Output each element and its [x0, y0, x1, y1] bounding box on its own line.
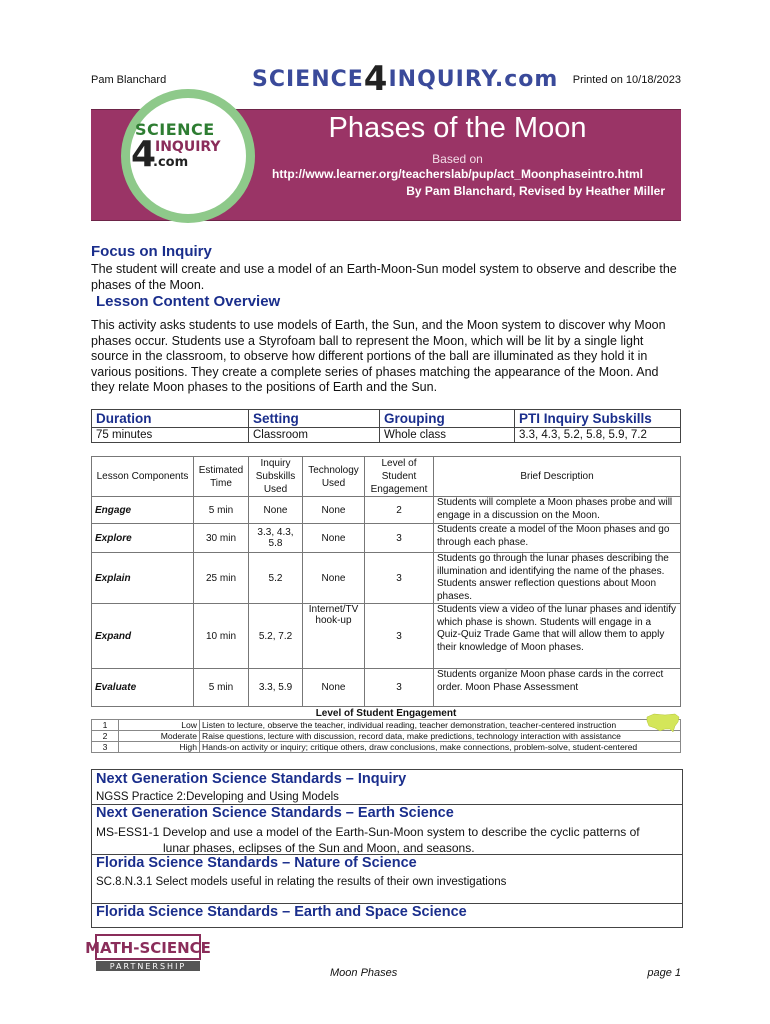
col-header-time: Estimated Time — [194, 457, 249, 497]
logo-bottom-text: PARTNERSHIP — [109, 962, 187, 971]
table-header-row — [92, 457, 681, 497]
table-row — [92, 524, 681, 553]
engagement-num: 1 — [92, 720, 119, 731]
description-cell: Students go through the lunar phases describing the illumination and identifying the name of the phases. Students answer reflection questions about Moon phases. — [434, 553, 681, 604]
subskills-value: 3.3, 4.3, 5.2, 5.8, 5.9, 7.2 — [515, 428, 681, 443]
col-header-engagement: Level of Student Engagement — [365, 457, 434, 497]
info-header-row — [92, 410, 681, 428]
level-cell: 2 — [365, 497, 434, 524]
tech-cell: None — [303, 524, 365, 553]
science4inquiry-logo[interactable] — [252, 55, 559, 99]
description-cell: Students organize Moon phase cards in the correct order. Moon Phase Assessment — [434, 669, 681, 707]
subskills-cell: 3.3, 5.9 — [249, 669, 303, 707]
overview-heading: Lesson Content Overview — [96, 293, 281, 310]
banner-logo-inquiry: INQUIRY — [155, 139, 221, 155]
description-cell: Students create a model of the Moon phases and go through each phase. — [434, 524, 681, 553]
fl-nature-text: SC.8.N.3.1 Select models useful in relating the results of their own investigations — [96, 876, 507, 888]
footer-page-number: page 1 — [647, 967, 681, 979]
component-cell: Engage — [92, 497, 194, 524]
component-cell: Explain — [92, 553, 194, 604]
ngss-earth-text-1: MS-ESS1-1 Develop and use a model of the Earth-Sun-Moon system to describe the cyclic patterns of — [96, 825, 640, 839]
level-cell: 3 — [365, 553, 434, 604]
footer-doc-name: Moon Phases — [330, 967, 398, 979]
level-cell: 3 — [365, 524, 434, 553]
math-science-partnership-logo — [85, 935, 211, 971]
tech-cell: None — [303, 497, 365, 524]
fl-earth-heading: Florida Science Standards – Earth and Space Science — [96, 904, 467, 920]
engagement-title: Level of Student Engagement — [315, 708, 457, 719]
subskills-cell: 5.2 — [249, 553, 303, 604]
engagement-table — [91, 719, 681, 753]
source-url-link[interactable]: http://www.learner.org/teacherslab/pup/act_Moonphaseintro.html — [272, 167, 643, 181]
component-cell: Evaluate — [92, 669, 194, 707]
engagement-num: 3 — [92, 742, 119, 753]
printed-date: Printed on 10/18/2023 — [572, 74, 681, 86]
subskills-cell: 5.2, 7.2 — [249, 604, 303, 669]
tech-cell: Internet/TV hook-up — [303, 604, 365, 669]
grouping-value: Whole class — [380, 428, 515, 443]
tech-cell: None — [303, 553, 365, 604]
standards-divider — [91, 927, 682, 928]
component-cell: Expand — [92, 604, 194, 669]
logo-four-text: 4 — [363, 59, 389, 99]
engagement-desc: Listen to lecture, observe the teacher, individual reading, teacher demonstration, teacher-centered instruction — [200, 720, 681, 731]
banner-logo-four: 4 — [131, 134, 157, 175]
page-title: Phases of the Moon — [328, 112, 587, 144]
table-row — [92, 731, 681, 742]
table-row — [92, 497, 681, 524]
ngss-inquiry-text: NGSS Practice 2:Developing and Using Models — [96, 791, 339, 803]
description-cell: Students view a video of the lunar phases and identify which phase is shown. Students will engage in a Quiz-Quiz Trade Game that will allow them to apply their knowledge of Moon phases. — [434, 604, 681, 669]
table-row — [92, 742, 681, 753]
engagement-level: Low — [119, 720, 200, 731]
time-cell: 30 min — [194, 524, 249, 553]
focus-heading: Focus on Inquiry — [91, 243, 212, 260]
logo-inquiry-text: INQUIRY.com — [388, 67, 559, 92]
lesson-info-table — [91, 409, 681, 443]
logo-science-text: SCIENCE — [252, 67, 364, 92]
banner-logo-dotcom: .com — [153, 155, 189, 170]
table-row — [92, 720, 681, 731]
byline: By Pam Blanchard, Revised by Heather Miller — [406, 184, 665, 198]
engagement-num: 2 — [92, 731, 119, 742]
subskills-header: PTI Inquiry Subskills — [515, 410, 681, 428]
lesson-components-table — [91, 456, 681, 707]
level-cell: 3 — [365, 669, 434, 707]
ngss-earth-heading: Next Generation Science Standards – Earth Science — [96, 805, 454, 821]
col-header-components: Lesson Components — [92, 457, 194, 497]
table-row — [92, 604, 681, 669]
time-cell: 10 min — [194, 604, 249, 669]
banner-logo — [131, 120, 245, 175]
engagement-desc: Hands-on activity or inquiry; critique others, draw conclusions, make connections, problem-solve, student-centered — [200, 742, 681, 753]
banner-logo-science: SCIENCE — [135, 120, 215, 139]
overview-text: This activity asks students to use models of Earth, the Sun, and the Moon system to discover why Moon phases occur. Students use a Styrofoam ball to represent the Moon, which will be lit by a single light source in the classroom, to observe how different portions of the ball are illuminated as they hold it in various positions. They create a complete series of phases matching the appearance of the Moon. And they relate Moon phases to the positions of Earth and the Sun. — [91, 318, 666, 394]
based-on-label: Based on — [432, 152, 483, 166]
component-cell: Explore — [92, 524, 194, 553]
info-value-row — [92, 428, 681, 443]
ngss-inquiry-heading: Next Generation Science Standards – Inquiry — [96, 771, 407, 787]
col-header-technology: Technology Used — [303, 457, 365, 497]
fl-nature-heading: Florida Science Standards – Nature of Science — [96, 855, 417, 871]
subskills-cell: 3.3, 4.3, 5.8 — [249, 524, 303, 553]
duration-value: 75 minutes — [92, 428, 249, 443]
focus-text: The student will create and use a model of an Earth-Moon-Sun model system to observe and describe the phases of the Moon. — [91, 262, 677, 292]
col-header-subskills: Inquiry Subskills Used — [249, 457, 303, 497]
description-cell: Students will complete a Moon phases probe and will engage in a discussion on the Moon. — [434, 497, 681, 524]
logo-top-text: MATH-SCIENCE — [85, 939, 211, 957]
time-cell: 5 min — [194, 669, 249, 707]
us-map-icon — [645, 711, 681, 735]
col-header-description: Brief Description — [434, 457, 681, 497]
engagement-desc: Raise questions, lecture with discussion, record data, make predictions, technology interaction with assistance — [200, 731, 681, 742]
level-cell: 3 — [365, 604, 434, 669]
tech-cell: None — [303, 669, 365, 707]
duration-header: Duration — [92, 410, 249, 428]
subskills-cell: None — [249, 497, 303, 524]
time-cell: 5 min — [194, 497, 249, 524]
grouping-header: Grouping — [380, 410, 515, 428]
setting-value: Classroom — [249, 428, 380, 443]
table-row — [92, 553, 681, 604]
ngss-earth-text-2: lunar phases, eclipses of the Sun and Moon, and seasons. — [163, 841, 475, 855]
author-name: Pam Blanchard — [91, 74, 167, 86]
standards-divider — [91, 769, 682, 770]
time-cell: 25 min — [194, 553, 249, 604]
engagement-level: Moderate — [119, 731, 200, 742]
engagement-level: High — [119, 742, 200, 753]
setting-header: Setting — [249, 410, 380, 428]
table-row — [92, 669, 681, 707]
